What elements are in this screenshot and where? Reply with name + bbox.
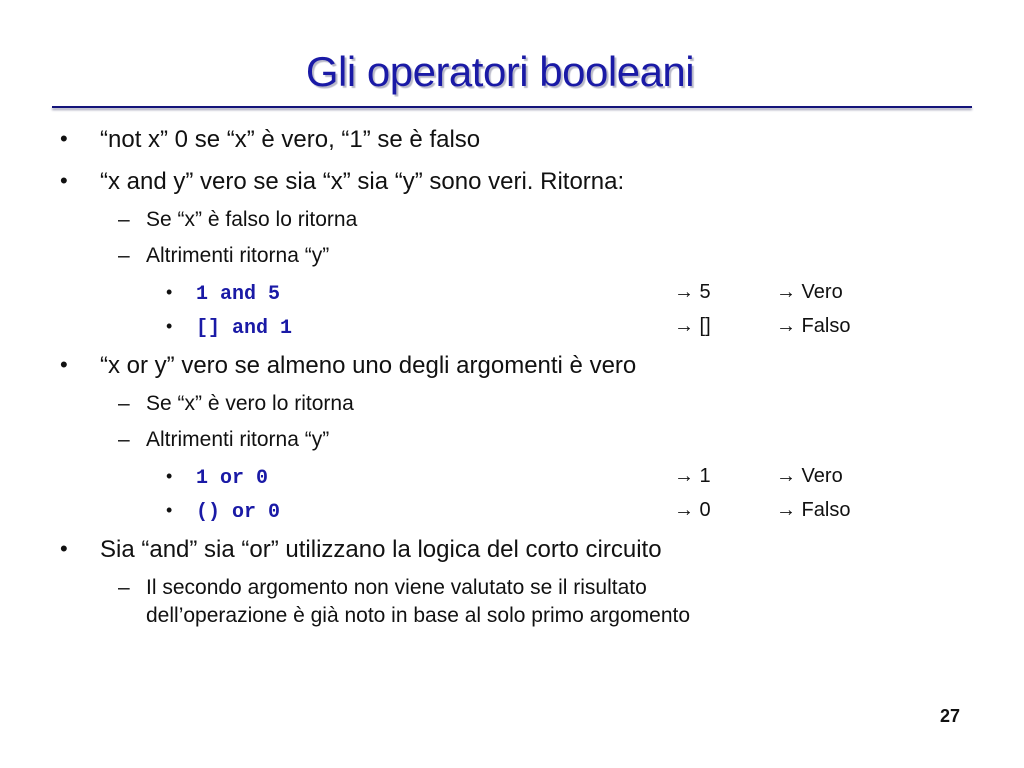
dash-marker: – <box>118 576 130 599</box>
page-number: 27 <box>940 706 961 726</box>
bullet-marker: • <box>166 316 173 336</box>
sub-item-or-true: Se “x” è vero lo ritorna <box>146 392 354 415</box>
bullet-not: “not x” 0 se “x” è vero, “1” se è falso <box>100 126 481 153</box>
example-result: → 1 <box>674 465 711 487</box>
code-example: () or 0 <box>196 501 281 524</box>
bullet-or: “x or y” vero se almeno uno degli argomenti è vero <box>100 352 637 379</box>
title-underline <box>52 106 972 108</box>
code-example: 1 or 0 <box>196 467 269 490</box>
example-truth: → Falso <box>776 315 851 337</box>
example-result: → [] <box>674 315 711 337</box>
sub-item-and-false: Se “x” è falso lo ritorna <box>146 208 358 231</box>
example-result: → 5 <box>674 281 711 303</box>
bullet-marker: • <box>60 536 68 561</box>
dash-marker: – <box>118 428 130 451</box>
code-example: [] and 1 <box>196 317 293 340</box>
slide-title: Gli operatori booleani <box>305 48 695 95</box>
bullet-marker: • <box>60 352 68 377</box>
dash-marker: – <box>118 392 130 415</box>
code-example: 1 and 5 <box>196 283 281 306</box>
bullet-marker: • <box>166 466 173 486</box>
dash-marker: – <box>118 208 130 231</box>
example-truth: → Vero <box>776 465 843 487</box>
bullet-and: “x and y” vero se sia “x” sia “y” sono veri. Ritorna: <box>100 168 625 195</box>
dash-marker: – <box>118 244 130 267</box>
sub-item-short-circuit-line2: dell’operazione è già noto in base al solo primo argomento <box>146 604 691 627</box>
bullet-marker: • <box>60 126 68 151</box>
bullet-marker: • <box>166 282 173 302</box>
example-truth: → Falso <box>776 499 851 521</box>
bullet-marker: • <box>166 500 173 520</box>
example-result: → 0 <box>674 499 711 521</box>
bullet-short-circuit: Sia “and” sia “or” utilizzano la logica del corto circuito <box>100 536 662 563</box>
example-truth: → Vero <box>776 281 843 303</box>
sub-item-and-else: Altrimenti ritorna “y” <box>146 244 330 267</box>
sub-item-or-else: Altrimenti ritorna “y” <box>146 428 330 451</box>
sub-item-short-circuit-line1: Il secondo argomento non viene valutato se il risultato <box>146 576 647 599</box>
bullet-marker: • <box>60 168 68 193</box>
